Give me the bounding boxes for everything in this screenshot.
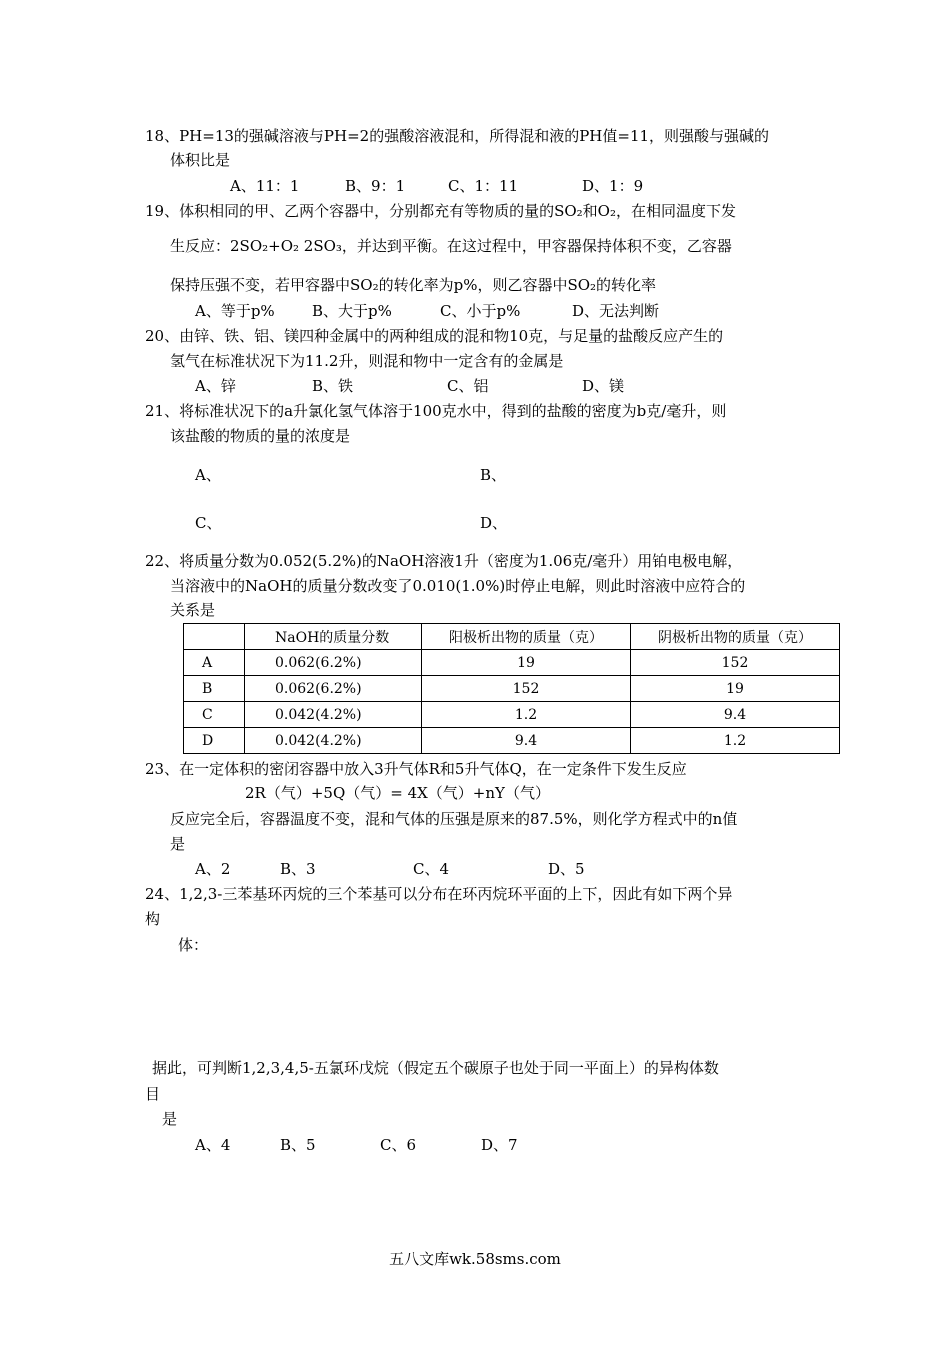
q19-option-d: D、无法判断 <box>572 302 660 320</box>
q21-line1: 21、将标准状况下的a升氯化氢气体溶于100克水中，得到的盐酸的密度为b克/毫升，则 <box>145 402 727 420</box>
q23-line2: 反应完全后，容器温度不变，混和气体的压强是原来的87.5%，则化学方程式中的n值 <box>170 810 738 828</box>
q18-option-d: D、1：9 <box>582 177 644 195</box>
q19-line3: 保持压强不变，若甲容器中SO₂的转化率为p%，则乙容器中SO₂的转化率 <box>170 276 657 294</box>
q21-option-c: C、 <box>195 514 222 532</box>
q20-option-d: D、镁 <box>582 377 625 395</box>
q22-line1: 22、将质量分数为0.052(5.2%)的NaOH溶液1升（密度为1.06克/毫升）用铂电极电解， <box>145 552 743 570</box>
q18-option-a: A、11：1 <box>230 177 300 195</box>
q24-line4: 据此，可判断1,2,3,4,5-五氯环戊烷（假定五个碳原子也处于同一平面上）的异构体数 <box>152 1059 719 1077</box>
q24-option-c: C、6 <box>380 1136 417 1154</box>
q24-line5: 目 <box>145 1085 161 1103</box>
table-cell: 1.2 <box>422 702 631 728</box>
q24-line6: 是 <box>162 1110 178 1128</box>
table-cell: 9.4 <box>422 728 631 754</box>
q19-line1: 19、体积相同的甲、乙两个容器中，分别都充有等物质的量的SO₂和O₂，在相同温度下发 <box>145 202 736 220</box>
q24-option-d: D、7 <box>481 1136 518 1154</box>
q24-option-b: B、5 <box>280 1136 316 1154</box>
q24-line2: 构 <box>145 910 161 928</box>
q23-line1: 23、在一定体积的密闭容器中放入3升气体R和5升气体Q，在一定条件下发生反应 <box>145 760 687 778</box>
table-row <box>184 728 840 754</box>
q21-option-b: B、 <box>480 466 507 484</box>
q19-option-c: C、小于p% <box>440 302 521 320</box>
q20-option-a: A、锌 <box>195 377 236 395</box>
q18-option-c: C、1：11 <box>448 177 519 195</box>
q23-option-b: B、3 <box>280 860 316 878</box>
q24-option-a: A、4 <box>195 1136 231 1154</box>
table-cell: 9.4 <box>631 702 840 728</box>
q18-line1: 18、PH=13的强碱溶液与PH=2的强酸溶液混和，所得混和液的PH值=11，则强酸与强碱的 <box>145 127 770 145</box>
page-footer: 五八文库wk.58sms.com <box>389 1250 561 1268</box>
table-cell: 0.042(4.2%) <box>245 702 422 728</box>
q23-line3: 是 <box>170 835 186 853</box>
q24-line3: 体： <box>178 936 209 954</box>
q19-option-a: A、等于p% <box>195 302 275 320</box>
table-header-cell <box>184 624 245 650</box>
table-cell: B <box>184 676 245 702</box>
q22-line2: 当溶液中的NaOH的质量分数改变了0.010(1.0%)时停止电解，则此时溶液中应符合的 <box>170 577 746 595</box>
q23-option-c: C、4 <box>413 860 450 878</box>
q23-equation: 2R（气）+5Q（气）= 4X（气）+nY（气） <box>245 784 550 802</box>
q20-option-c: C、铝 <box>447 377 489 395</box>
q24-line1: 24、1,2,3-三苯基环丙烷的三个苯基可以分布在环丙烷环平面的上下，因此有如下两个异 <box>145 885 733 903</box>
table-cell: 0.042(4.2%) <box>245 728 422 754</box>
table-header-cell: 阴极析出物的质量（克） <box>631 624 840 650</box>
table-header-cell: 阳极析出物的质量（克） <box>422 624 631 650</box>
q21-line2: 该盐酸的物质的量的浓度是 <box>170 427 351 445</box>
table-cell: 0.062(6.2%) <box>245 676 422 702</box>
q22-table <box>183 623 840 754</box>
q20-line2: 氢气在标准状况下为11.2升，则混和物中一定含有的金属是 <box>170 352 564 370</box>
q18-line2: 体积比是 <box>170 151 231 169</box>
table-cell: D <box>184 728 245 754</box>
table-cell: 0.062(6.2%) <box>245 650 422 676</box>
q18-option-b: B、9：1 <box>345 177 406 195</box>
table-cell: 1.2 <box>631 728 840 754</box>
table-row <box>184 702 840 728</box>
table-header-cell: NaOH的质量分数 <box>245 624 422 650</box>
table-cell: 19 <box>631 676 840 702</box>
q23-option-a: A、2 <box>195 860 231 878</box>
q20-option-b: B、铁 <box>312 377 354 395</box>
q23-option-d: D、5 <box>548 860 585 878</box>
table-cell: A <box>184 650 245 676</box>
q22-line3: 关系是 <box>170 601 216 619</box>
table-cell: C <box>184 702 245 728</box>
table-row <box>184 650 840 676</box>
table-header-row <box>184 624 840 650</box>
table-cell: 152 <box>631 650 840 676</box>
q21-option-a: A、 <box>195 466 221 484</box>
table-cell: 152 <box>422 676 631 702</box>
q21-option-d: D、 <box>480 514 508 532</box>
table-cell: 19 <box>422 650 631 676</box>
q19-line2: 生反应：2SO₂+O₂ 2SO₃，并达到平衡。在这过程中，甲容器保持体积不变，乙容器 <box>170 237 732 255</box>
q19-option-b: B、大于p% <box>312 302 392 320</box>
q20-line1: 20、由锌、铁、铝、镁四种金属中的两种组成的混和物10克，与足量的盐酸反应产生的 <box>145 327 724 345</box>
table-row <box>184 676 840 702</box>
